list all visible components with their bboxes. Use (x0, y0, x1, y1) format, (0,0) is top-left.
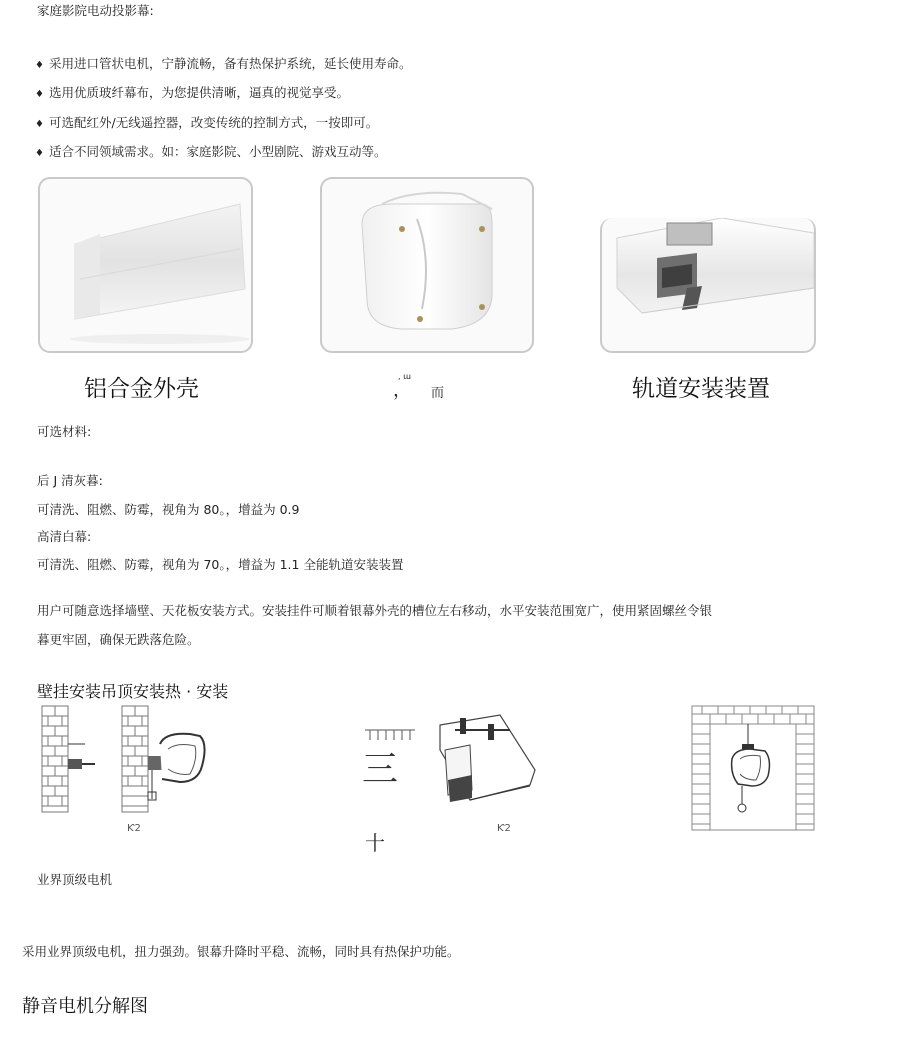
intro-title: 家庭影院电动投影幕: (37, 3, 154, 18)
garbled-caption-fragment: , ɯ (398, 372, 411, 381)
track-install-photo (600, 218, 816, 353)
list-item (35, 85, 349, 103)
motor-description: 采用业界顶级电机，扭力强劲。银幕升降时平稳、流畅，同时具有热保护功能。 (22, 944, 460, 959)
bullet-text: 适合不同领域需求。如：家庭影院、小型剧院、游戏互动等。 (49, 144, 387, 159)
aluminum-housing-caption: 铝合金外壳 (84, 376, 199, 402)
diamond-bullet-icon: ♦ (35, 60, 44, 71)
materials-title: 可选材料: (37, 424, 92, 439)
bullet-text: 采用进口管状电机，宁静流畅，备有热保护系统，延长使用寿命。 (49, 56, 412, 71)
install-paragraph-line1: 用户可随意选择墙壁、天花板安装方式。安装挂件可顺着银幕外壳的槽位左右移动，水平安装范围宽广，使用紧固螺丝令银 (37, 603, 713, 618)
wall-mount-mark: Ƙ2 (127, 823, 141, 834)
motor-label: 业界顶级电机 (37, 872, 113, 887)
ceiling-glyph: 三 (362, 749, 399, 790)
list-item (35, 115, 378, 133)
garbled-caption-glyph: 而 (431, 386, 445, 401)
list-item (35, 56, 412, 74)
bottom-glyph: 十 (365, 831, 385, 855)
install-paragraph-line2: 暮更牢固，确保无跌落危险。 (37, 632, 200, 647)
garbled-caption-comma: ， (393, 380, 411, 401)
gray-screen-title: 后 J 清灰暮: (37, 473, 103, 488)
hanging-mount-diagram (690, 704, 816, 832)
end-cap-photo (320, 177, 534, 353)
bullet-text: 可选配红外/无线遥控器，改变传统的控制方式，一按即可。 (49, 115, 379, 130)
track-install-caption: 轨道安装装置 (632, 376, 770, 402)
install-methods-heading: 壁挂安装吊顶安装热 · 安装 (37, 682, 229, 701)
aluminum-housing-photo (38, 177, 253, 353)
diamond-bullet-icon: ♦ (35, 148, 44, 159)
diamond-bullet-icon: ♦ (35, 89, 44, 100)
motor-exploded-view-heading: 静音电机分解图 (22, 996, 148, 1017)
gray-screen-desc: 可清洗、阻燃、防霉，视角为 80。，增益为 0.9 (37, 502, 300, 517)
white-screen-desc: 可清洗、阻燃、防霉，视角为 70。，增益为 1.1 全能轨道安装装置 (37, 557, 404, 572)
bullet-text: 选用优质玻纤幕布，为您提供清晰，逼真的视觉享受。 (49, 85, 350, 100)
list-item (35, 144, 387, 162)
diamond-bullet-icon: ♦ (35, 119, 44, 130)
white-screen-title: 高清白幕: (37, 529, 92, 544)
ceiling-mount-mark: Ƙ2 (497, 823, 511, 834)
